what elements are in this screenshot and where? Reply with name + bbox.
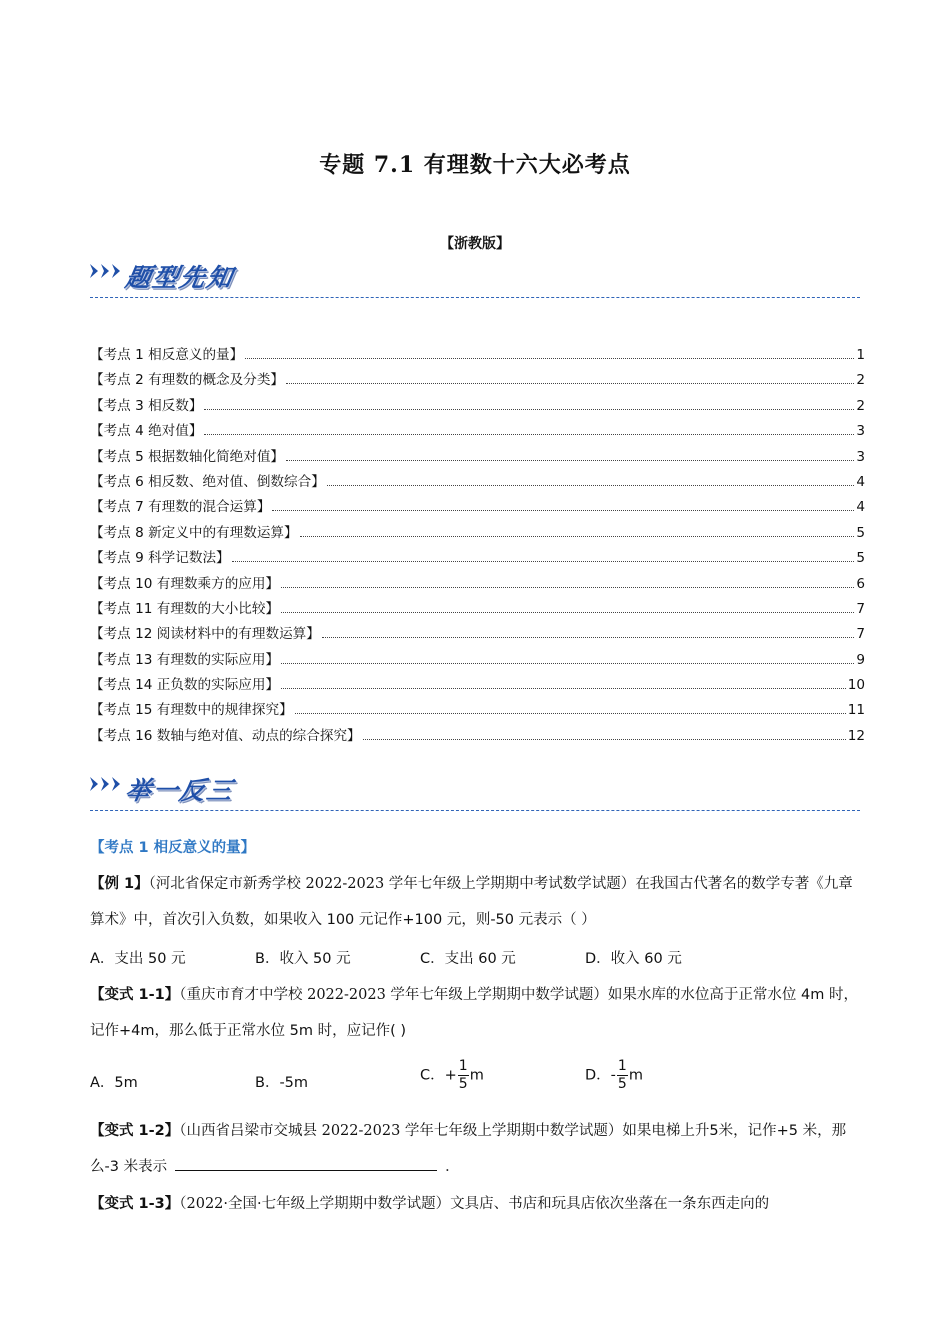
triple-arrow-icon <box>90 775 126 793</box>
toc-entry-label: 【考点 4 绝对值】 <box>90 423 203 440</box>
toc-leader-dots <box>286 372 854 385</box>
toc-entry-label: 【考点 16 数轴与绝对值、动点的综合探究】 <box>90 727 361 744</box>
toc-entry[interactable] <box>90 572 865 597</box>
option-c: C．支出 60 元 <box>420 951 516 967</box>
question-source: （2022·全国·七年级上学期期中数学试题） <box>179 1196 451 1212</box>
option-b: B．-5m <box>255 1075 309 1091</box>
dashed-divider <box>90 810 860 811</box>
toc-leader-dots <box>281 651 854 664</box>
toc-entry-label: 【考点 15 有理数中的规律探究】 <box>90 702 293 719</box>
question-tag: 【变式 1-3】 <box>90 1196 180 1212</box>
toc-leader-dots <box>204 397 854 410</box>
toc-entry-label: 【考点 12 阅读材料中的有理数运算】 <box>90 626 320 643</box>
question-source: （重庆市育才中学校 2022-2023 学年七年级上学期期中数学试题） <box>179 987 608 1003</box>
variant-1-3 <box>90 1186 865 1222</box>
question-source: （山西省吕梁市交城县 2022-2023 学年七年级上学期期中数学试题） <box>179 1123 623 1139</box>
option-c: C．+ $\frac{1}{5}$ m <box>420 1058 484 1092</box>
toc-leader-dots <box>295 702 846 715</box>
toc-entry-label: 【考点 7 有理数的混合运算】 <box>90 499 271 516</box>
variant-1-1 <box>90 977 865 1049</box>
toc-entry[interactable] <box>90 648 865 673</box>
toc-leader-dots <box>272 499 854 512</box>
toc-page-number: 11 <box>847 702 865 719</box>
example-1 <box>90 866 865 938</box>
toc-leader-dots <box>281 677 846 690</box>
toc-entry[interactable] <box>90 546 865 571</box>
toc-entry[interactable] <box>90 673 865 698</box>
toc-leader-dots <box>286 448 854 461</box>
toc-leader-dots <box>300 524 855 537</box>
sentence-end: ． <box>445 1159 460 1175</box>
banner-title: 举一反三 <box>123 776 237 805</box>
question-tag: 【变式 1-1】 <box>90 987 180 1003</box>
toc-page-number: 3 <box>856 423 865 440</box>
variant-1-2 <box>90 1113 865 1185</box>
question-source: （河北省保定市新秀学校 2022-2023 学年七年级上学期期中考试数学试题） <box>148 876 636 892</box>
toc-page-number: 2 <box>856 372 865 389</box>
fraction: $\frac{1}{5}$ <box>458 1058 468 1092</box>
toc-page-number: 12 <box>847 727 865 744</box>
table-of-contents <box>90 343 865 749</box>
toc-entry[interactable] <box>90 698 865 723</box>
toc-page-number: 7 <box>856 600 865 617</box>
toc-leader-dots <box>204 423 854 436</box>
toc-leader-dots <box>327 473 855 486</box>
section-heading: 【考点 1 相反意义的量】 <box>90 840 256 856</box>
toc-page-number: 5 <box>856 524 865 541</box>
toc-entry[interactable] <box>90 343 865 368</box>
toc-page-number: 3 <box>856 448 865 465</box>
question-text: 在我国古代著名的数学专著《九章算术》中，首次引入负数，如果收入 100 元记作+100 元，则-50 元表示（ ） <box>90 876 853 928</box>
toc-page-number: 4 <box>856 499 865 516</box>
toc-leader-dots <box>281 600 854 613</box>
toc-leader-dots <box>245 346 854 359</box>
toc-leader-dots <box>322 626 854 639</box>
page-title: 专题 7.1 有理数十六大必考点 <box>319 152 631 178</box>
question-text: 文具店、书店和玩具店依次坐落在一条东西走向的 <box>450 1196 770 1212</box>
toc-entry[interactable] <box>90 470 865 495</box>
toc-entry-label: 【考点 5 根据数轴化简绝对值】 <box>90 448 285 465</box>
fraction: $\frac{1}{5}$ <box>617 1058 627 1092</box>
toc-entry-label: 【考点 11 有理数的大小比较】 <box>90 600 280 617</box>
toc-entry[interactable] <box>90 445 865 470</box>
toc-entry-label: 【考点 14 正负数的实际应用】 <box>90 677 280 694</box>
toc-page-number: 4 <box>856 473 865 490</box>
toc-entry-label: 【考点 6 相反数、绝对值、倒数综合】 <box>90 473 325 490</box>
toc-entry-label: 【考点 3 相反数】 <box>90 397 203 414</box>
toc-page-number: 9 <box>856 651 865 668</box>
triple-arrow-icon <box>90 262 126 280</box>
option-d: D．- $\frac{1}{5}$ m <box>585 1058 643 1092</box>
toc-entry[interactable] <box>90 724 865 749</box>
option-a: A．支出 50 元 <box>90 951 186 967</box>
banner-examples <box>90 771 860 811</box>
toc-entry[interactable] <box>90 419 865 444</box>
banner-question-types <box>90 258 860 298</box>
toc-entry-label: 【考点 10 有理数乘方的应用】 <box>90 575 280 592</box>
toc-page-number: 2 <box>856 397 865 414</box>
toc-entry-label: 【考点 13 有理数的实际应用】 <box>90 651 280 668</box>
option-a: A．5m <box>90 1075 138 1091</box>
toc-entry[interactable] <box>90 597 865 622</box>
toc-entry-label: 【考点 2 有理数的概念及分类】 <box>90 372 285 389</box>
option-d: D．收入 60 元 <box>585 951 682 967</box>
toc-leader-dots <box>281 575 854 588</box>
question-text: 如果水库的水位高于正常水位 4m 时，记作+4m，那么低于正常水位 5m 时，应记作( ) <box>90 987 858 1039</box>
toc-entry-label: 【考点 1 相反意义的量】 <box>90 347 244 363</box>
question-tag: 【例 1】 <box>90 876 149 892</box>
toc-entry[interactable] <box>90 521 865 546</box>
toc-entry[interactable] <box>90 495 865 520</box>
question-tag: 【变式 1-2】 <box>90 1123 180 1139</box>
edition-label: 【浙教版】 <box>440 236 510 252</box>
toc-leader-dots <box>363 727 846 740</box>
toc-entry-label: 【考点 9 科学记数法】 <box>90 550 230 567</box>
toc-leader-dots <box>232 550 855 563</box>
toc-page-number: 10 <box>847 677 865 694</box>
toc-entry-label: 【考点 8 新定义中的有理数运算】 <box>90 524 298 541</box>
option-b: B．收入 50 元 <box>255 951 351 967</box>
toc-entry[interactable] <box>90 368 865 393</box>
toc-page-number: 6 <box>856 575 865 592</box>
banner-title: 题型先知 <box>123 263 237 292</box>
question-text: 如果电梯上升5米，记作+5 米，那么-3 米表示 <box>90 1123 847 1175</box>
toc-entry[interactable] <box>90 394 865 419</box>
toc-page-number: 5 <box>856 550 865 567</box>
toc-page-number: 1 <box>856 347 865 363</box>
toc-page-number: 7 <box>856 626 865 643</box>
dashed-divider <box>90 297 860 298</box>
toc-entry[interactable] <box>90 622 865 647</box>
answer-blank[interactable] <box>175 1156 437 1171</box>
